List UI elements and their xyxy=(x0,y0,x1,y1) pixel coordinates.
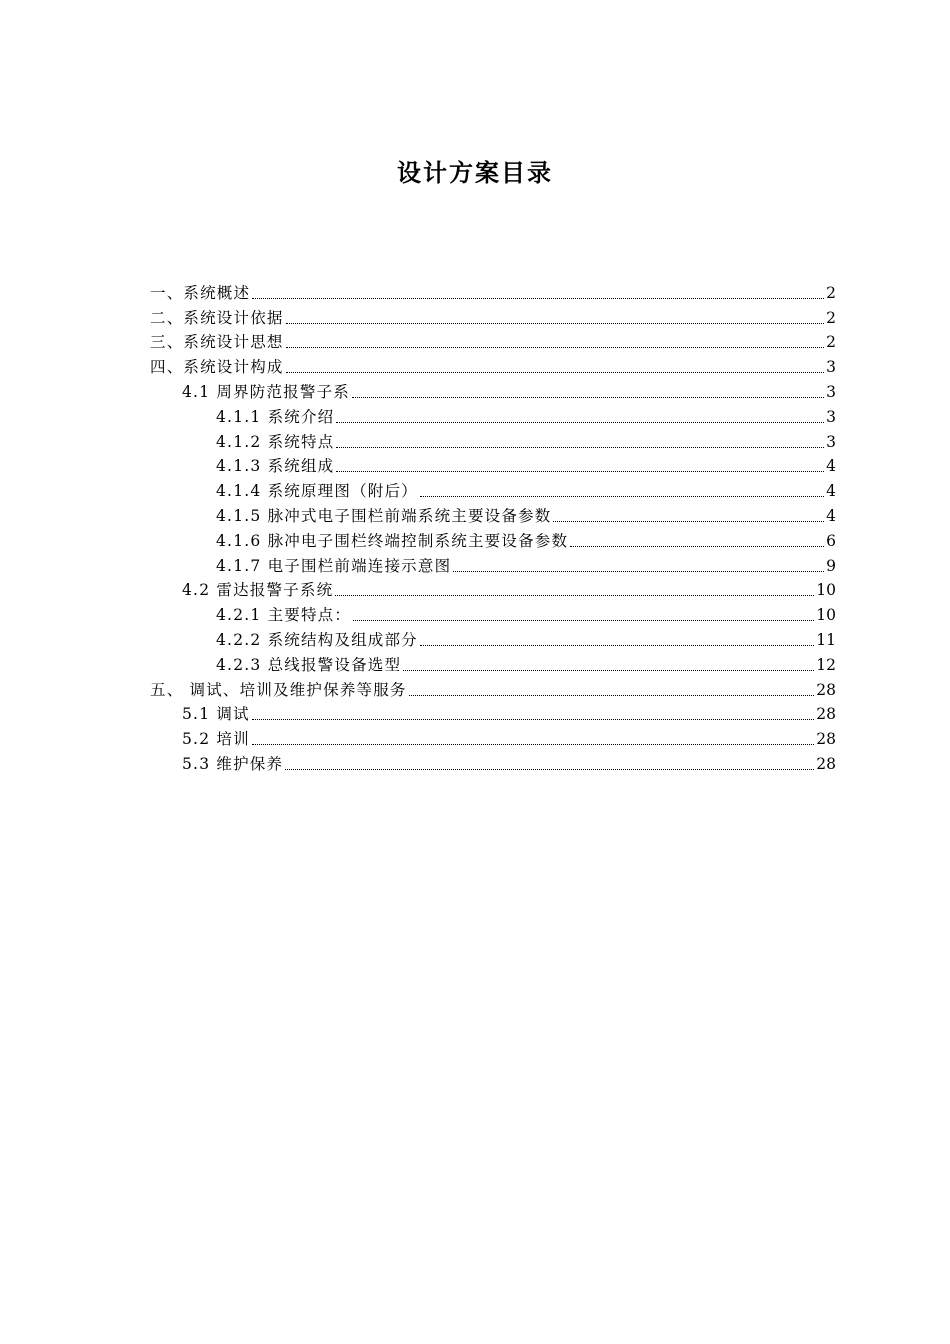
toc-entry[interactable] xyxy=(150,625,836,650)
toc-entry-label: 4.1.5 脉冲式电子围栏前端系统主要设备参数 xyxy=(216,506,552,525)
toc-entry[interactable] xyxy=(150,749,836,774)
toc-dot-leader xyxy=(252,719,814,720)
toc-entry[interactable] xyxy=(150,402,836,427)
toc-entry[interactable] xyxy=(150,377,836,402)
toc-dot-leader xyxy=(286,323,825,324)
toc-entry-label: 4.2.3 总线报警设备选型 xyxy=(216,655,402,674)
toc-dot-leader xyxy=(336,471,824,472)
toc-entry-page-number: 2 xyxy=(826,333,836,352)
toc-entry-page-number: 28 xyxy=(816,730,836,749)
toc-dot-leader xyxy=(570,546,824,547)
toc-dot-leader xyxy=(336,422,824,423)
toc-entry-page-number: 2 xyxy=(826,308,836,327)
toc-dot-leader xyxy=(553,521,824,522)
toc-entry-label: 4.1.6 脉冲电子围栏终端控制系统主要设备参数 xyxy=(216,531,569,550)
toc-entry[interactable] xyxy=(150,476,836,501)
toc-entry-page-number: 28 xyxy=(816,680,836,699)
toc-entry-page-number: 3 xyxy=(826,407,836,426)
toc-entry[interactable] xyxy=(150,501,836,526)
toc-dot-leader xyxy=(286,372,825,373)
toc-entry-page-number: 28 xyxy=(816,754,836,773)
toc-entry-page-number: 4 xyxy=(826,506,836,525)
toc-entry[interactable] xyxy=(150,675,836,700)
toc-entry-page-number: 10 xyxy=(816,581,836,600)
toc-entry-label: 4.2.1 主要特点： xyxy=(216,606,352,625)
toc-entry-label: 4.2 雷达报警子系统 xyxy=(182,581,334,600)
toc-entry-page-number: 3 xyxy=(826,358,836,377)
toc-entry[interactable] xyxy=(150,452,836,477)
toc-entry-label: 4.1.2 系统特点 xyxy=(216,432,335,451)
toc-entry-label: 五、 调试、培训及维护保养等服务 xyxy=(150,680,407,699)
toc-entry-label: 5.1 调试 xyxy=(182,705,250,724)
toc-entry-label: 四、系统设计构成 xyxy=(150,358,284,377)
toc-entry-label: 4.1.1 系统介绍 xyxy=(216,407,335,426)
toc-entry[interactable] xyxy=(150,278,836,303)
toc-entry-page-number: 4 xyxy=(826,482,836,501)
toc-entry[interactable] xyxy=(150,526,836,551)
toc-entry-page-number: 28 xyxy=(816,705,836,724)
toc-entry[interactable] xyxy=(150,724,836,749)
toc-entry[interactable] xyxy=(150,650,836,675)
toc-entry-label: 4.1.3 系统组成 xyxy=(216,457,335,476)
toc-entry-label: 5.3 维护保养 xyxy=(182,754,284,773)
toc-entry[interactable] xyxy=(150,352,836,377)
toc-entry-label: 5.2 培训 xyxy=(182,730,250,749)
toc-entry-page-number: 2 xyxy=(826,283,836,302)
toc-dot-leader xyxy=(420,645,814,646)
toc-entry[interactable] xyxy=(150,600,836,625)
toc-entry-page-number: 9 xyxy=(826,556,836,575)
toc-dot-leader xyxy=(409,695,815,696)
toc-dot-leader xyxy=(252,298,824,299)
toc-entry[interactable] xyxy=(150,328,836,353)
toc-entry-page-number: 6 xyxy=(826,531,836,550)
toc-dot-leader xyxy=(286,347,825,348)
toc-entry[interactable] xyxy=(150,576,836,601)
toc-dot-leader xyxy=(285,769,814,770)
toc-dot-leader xyxy=(353,620,814,621)
toc-dot-leader xyxy=(336,447,824,448)
toc-dot-leader xyxy=(352,397,824,398)
toc-entry-label: 4.1.4 系统原理图（附后） xyxy=(216,482,418,501)
toc-dot-leader xyxy=(252,744,814,745)
toc-entry[interactable] xyxy=(150,700,836,725)
toc-entry[interactable] xyxy=(150,427,836,452)
toc-entry-page-number: 3 xyxy=(826,382,836,401)
table-of-contents xyxy=(150,278,836,774)
toc-entry-page-number: 11 xyxy=(816,630,836,649)
toc-entry-label: 三、系统设计思想 xyxy=(150,333,284,352)
toc-entry-label: 4.1.7 电子围栏前端连接示意图 xyxy=(216,556,452,575)
toc-entry-page-number: 4 xyxy=(826,457,836,476)
toc-entry-label: 4.2.2 系统结构及组成部分 xyxy=(216,630,418,649)
toc-dot-leader xyxy=(420,496,824,497)
page-title: 设计方案目录 xyxy=(397,159,553,187)
toc-dot-leader xyxy=(453,571,824,572)
toc-entry-page-number: 3 xyxy=(826,432,836,451)
toc-entry[interactable] xyxy=(150,551,836,576)
toc-entry-label: 二、系统设计依据 xyxy=(150,308,284,327)
toc-dot-leader xyxy=(403,670,814,671)
toc-entry[interactable] xyxy=(150,303,836,328)
toc-entry-label: 一、系统概述 xyxy=(150,283,251,302)
toc-entry-page-number: 12 xyxy=(816,655,836,674)
toc-dot-leader xyxy=(335,595,814,596)
toc-entry-label: 4.1 周界防范报警子系 xyxy=(182,382,350,401)
toc-entry-page-number: 10 xyxy=(816,606,836,625)
